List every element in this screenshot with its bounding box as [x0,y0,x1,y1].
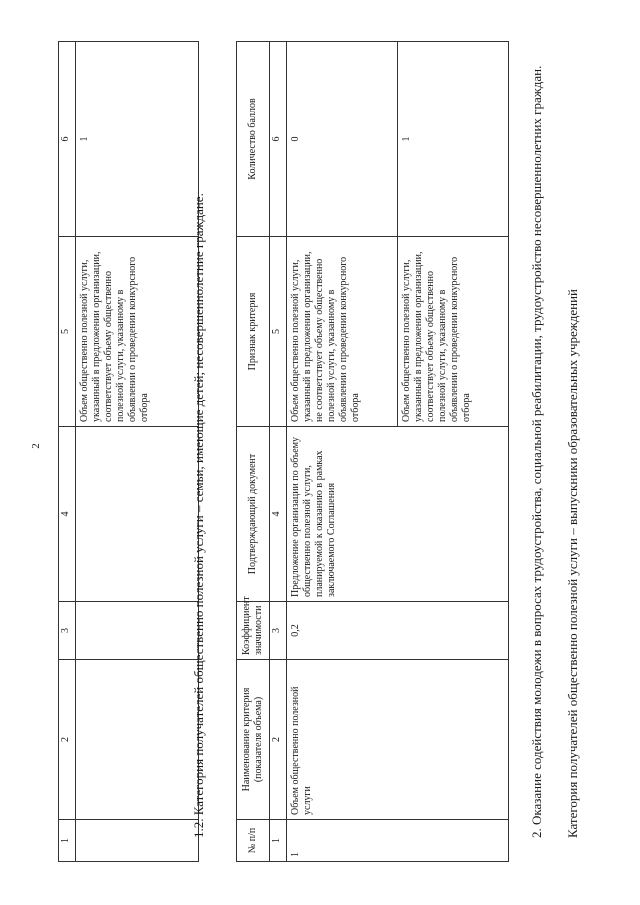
column-number: 5 [270,237,287,427]
section-2-category: Категория получателей общественно полезной услуги – выпускники образовательных учреждений [565,288,580,838]
section-2-heading: 2. Оказание содействия молодежи в вопросах трудоустройства, социальной реабилитации, трудоустройство несовершеннолетних граждан. [529,65,544,838]
document-cell: Предложение организации по объему общественно полезной услуги, планируемой к оказанию в рамках заключаемого Соглашения [287,427,509,602]
column-header: № п/п [237,820,270,862]
section-1-2-heading: 1.2. Категория получателей общественно полезной услуги – семьи, имеющие детей; несовершеннолетние граждане. [191,193,206,838]
column-number: 5 [59,237,76,427]
column-number: 3 [59,602,76,660]
column-header: Коэффициент значимости [237,602,270,660]
table-cell [76,602,199,660]
criterion-name-cell: Объем общественно полезной услуги [287,660,509,820]
criterion-sign-cell: Объем общественно полезной услуги, указанный в предложении организации, не соответствует объему общественно полезной услуги, указанному в объявлении о проведении конкурсного отбора [287,237,398,427]
table-row [270,42,287,862]
criterion-sign-cell: Объем общественно полезной услуги, указанный в предложении организации, соответствует объему общественно полезной услуги, указанному в объявлении о проведении конкурсного отбора [76,237,199,427]
column-header: Признак критерия [237,237,270,427]
column-number: 2 [59,660,76,820]
column-number: 1 [270,820,287,862]
table-cell [76,820,199,862]
column-header: Подтверждающий документ [237,427,270,602]
rotated-page-content [58,42,598,862]
table-header-row [237,42,270,862]
column-number: 4 [59,427,76,602]
column-number: 4 [270,427,287,602]
row-number-cell: 1 [287,820,509,862]
table-row [76,42,199,862]
column-number: 3 [270,602,287,660]
criterion-sign-cell: Объем общественно полезной услуги, указанный в предложении организации, соответствует объему общественно полезной услуги, указанному в объявлении о проведении конкурсного отбора [398,237,509,427]
column-number: 2 [270,660,287,820]
table-row [287,42,398,862]
score-cell: 1 [76,42,199,237]
column-number: 1 [59,820,76,862]
column-number: 6 [270,42,287,237]
table-row [59,42,76,862]
coefficient-cell: 0,2 [287,602,509,660]
column-number: 6 [59,42,76,237]
table-cell [76,427,199,602]
column-header: Количество баллов [237,42,270,237]
score-cell: 1 [398,42,509,237]
score-cell: 0 [287,42,398,237]
column-header: Наименование критерия (показателя объема) [237,660,270,820]
criteria-table-continued [58,41,199,862]
table-cell [76,660,199,820]
page-number: 2 [30,443,42,449]
criteria-table [236,41,509,862]
